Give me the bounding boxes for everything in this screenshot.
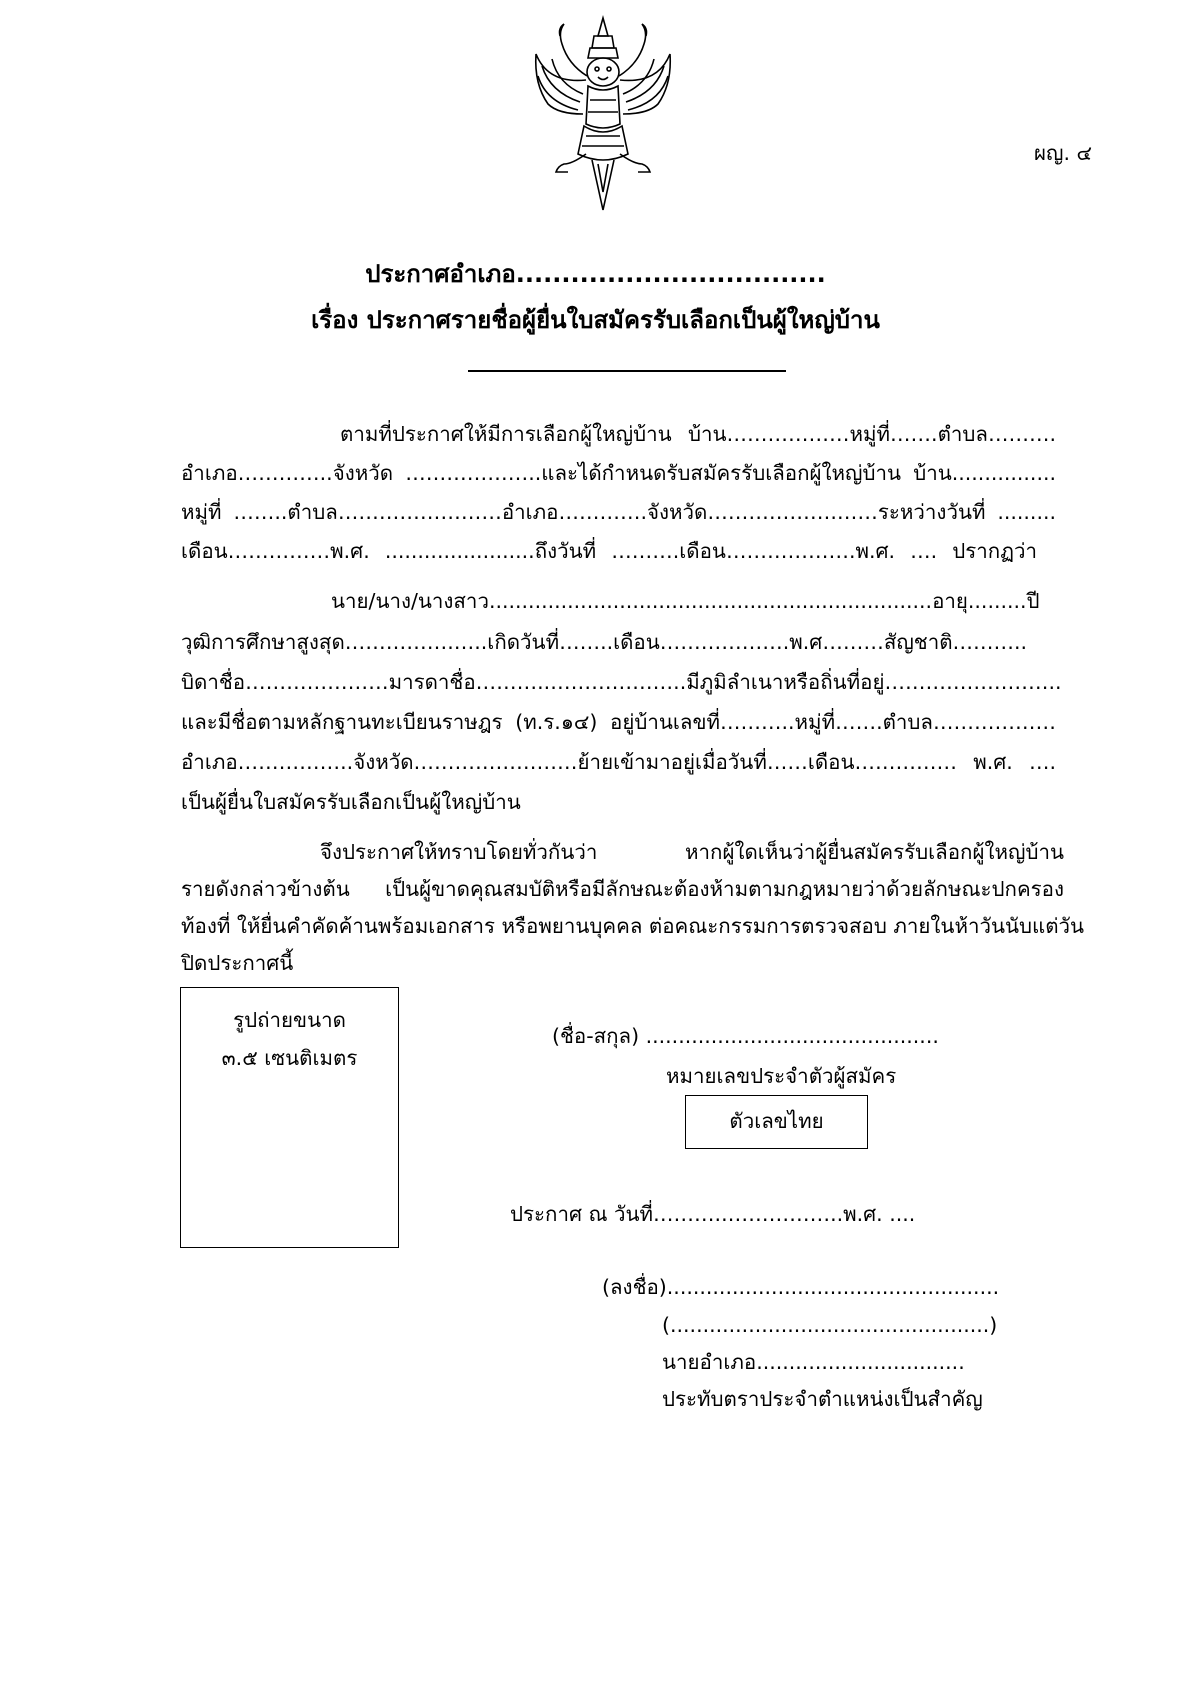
signature-name: (.................................................) bbox=[662, 1313, 998, 1337]
para1-line1: ตามที่ประกาศให้มีการเลือกผู้ใหญ่บ้าน บ้าน………………หมู่ที่…….ตำบล………. bbox=[340, 422, 1056, 446]
signature-seal-note: ประทับตราประจำตำแหน่งเป็นสำคัญ bbox=[662, 1387, 983, 1411]
para1-line3: หมู่ที่ ……..ตำบล……………………อำเภอ………….จังหวัด……………….……ระหว่างวันที่ ......... bbox=[181, 500, 1056, 524]
para3-line1: จึงประกาศให้ทราบโดยทั่วกันว่า หากผู้ใดเห็นว่าผู้ยื่นสมัครรับเลือกผู้ใหญ่บ้าน bbox=[320, 840, 1064, 864]
para3-line2: รายดังกล่าวข้างต้น เป็นผู้ขาดคุณสมบัติหรือมีลักษณะต้องห้ามตามกฎหมายว่าด้วยลักษณะปกครอง bbox=[181, 877, 1064, 901]
para2-line5: อำเภอ……………..จังหวัด……………………ย้ายเข้ามาอยู่เมื่อวันที่……เดือน…………… พ.ศ. …. bbox=[181, 750, 1056, 774]
photo-box-line1: รูปถ่ายขนาด bbox=[233, 1008, 346, 1032]
signature-line: (ลงชื่อ)................................................... bbox=[602, 1275, 1000, 1299]
para3-line4: ปิดประกาศนี้ bbox=[181, 951, 294, 975]
applicant-number-box bbox=[685, 1095, 868, 1149]
para3-line3: ท้องที่ ให้ยื่นคำคัดค้านพร้อมเอกสาร หรือพยานบุคคล ต่อคณะกรรมการตรวจสอบ ภายในห้าวันนับแต่วัน bbox=[181, 914, 1085, 938]
para2-line6: เป็นผู้ยื่นใบสมัครรับเลือกเป็นผู้ใหญ่บ้าน bbox=[181, 790, 521, 814]
para1-line2: อำเภอ…………..จังหวัด ………………..และได้กำหนดรับสมัครรับเลือกผู้ใหญ่บ้าน บ้าน................ bbox=[181, 461, 1056, 485]
para2-line4: และมีชื่อตามหลักฐานทะเบียนราษฎร (ท.ร.๑๔) อยู่บ้านเลขที่………..หมู่ที่…….ตำบล……………… bbox=[181, 710, 1056, 734]
photo-box bbox=[180, 987, 399, 1248]
form-code: ผญ. ๔ bbox=[1034, 141, 1093, 165]
applicant-number-box-text: ตัวเลขไทย bbox=[729, 1109, 824, 1133]
para2-line2: วุฒิการศึกษาสูงสุด…………….…..เกิดวันที่……..เดือน……………….พ.ศ………สัญชาติ……….. bbox=[181, 630, 1028, 654]
para2-line3: บิดาชื่อ…………………มารดาชื่อ………..………………..มีภูมิลำเนาหรือถิ่นที่อยู่…………………….. bbox=[181, 670, 1062, 694]
page-title-line2: เรื่อง ประกาศรายชื่อผู้ยื่นใบสมัครรับเลือกเป็นผู้ใหญ่บ้าน bbox=[311, 306, 880, 334]
para1-line4: เดือน……………พ.ศ. .......................ถึงวันที่ ……….เดือน……………….พ.ศ. …. ปรากฏว่า bbox=[181, 539, 1037, 563]
applicant-name-line: (ชื่อ-สกุล) ............................................. bbox=[552, 1024, 939, 1048]
para2-line1: นาย/นาง/นางสาว....................................................................อายุ.........ปี bbox=[331, 589, 1040, 613]
photo-box-line2: ๓.๕ เซนติเมตร bbox=[221, 1046, 358, 1070]
title-underline bbox=[468, 370, 786, 372]
signature-position: นายอำเภอ................................ bbox=[662, 1350, 965, 1374]
announce-date: ประกาศ ณ วันที่………..……………..พ.ศ. .... bbox=[510, 1202, 916, 1226]
garuda-emblem bbox=[528, 14, 678, 214]
page-title-line1: ประกาศอำเภอ.................................. bbox=[365, 260, 826, 288]
applicant-number-label: หมายเลขประจำตัวผู้สมัคร bbox=[666, 1064, 897, 1088]
